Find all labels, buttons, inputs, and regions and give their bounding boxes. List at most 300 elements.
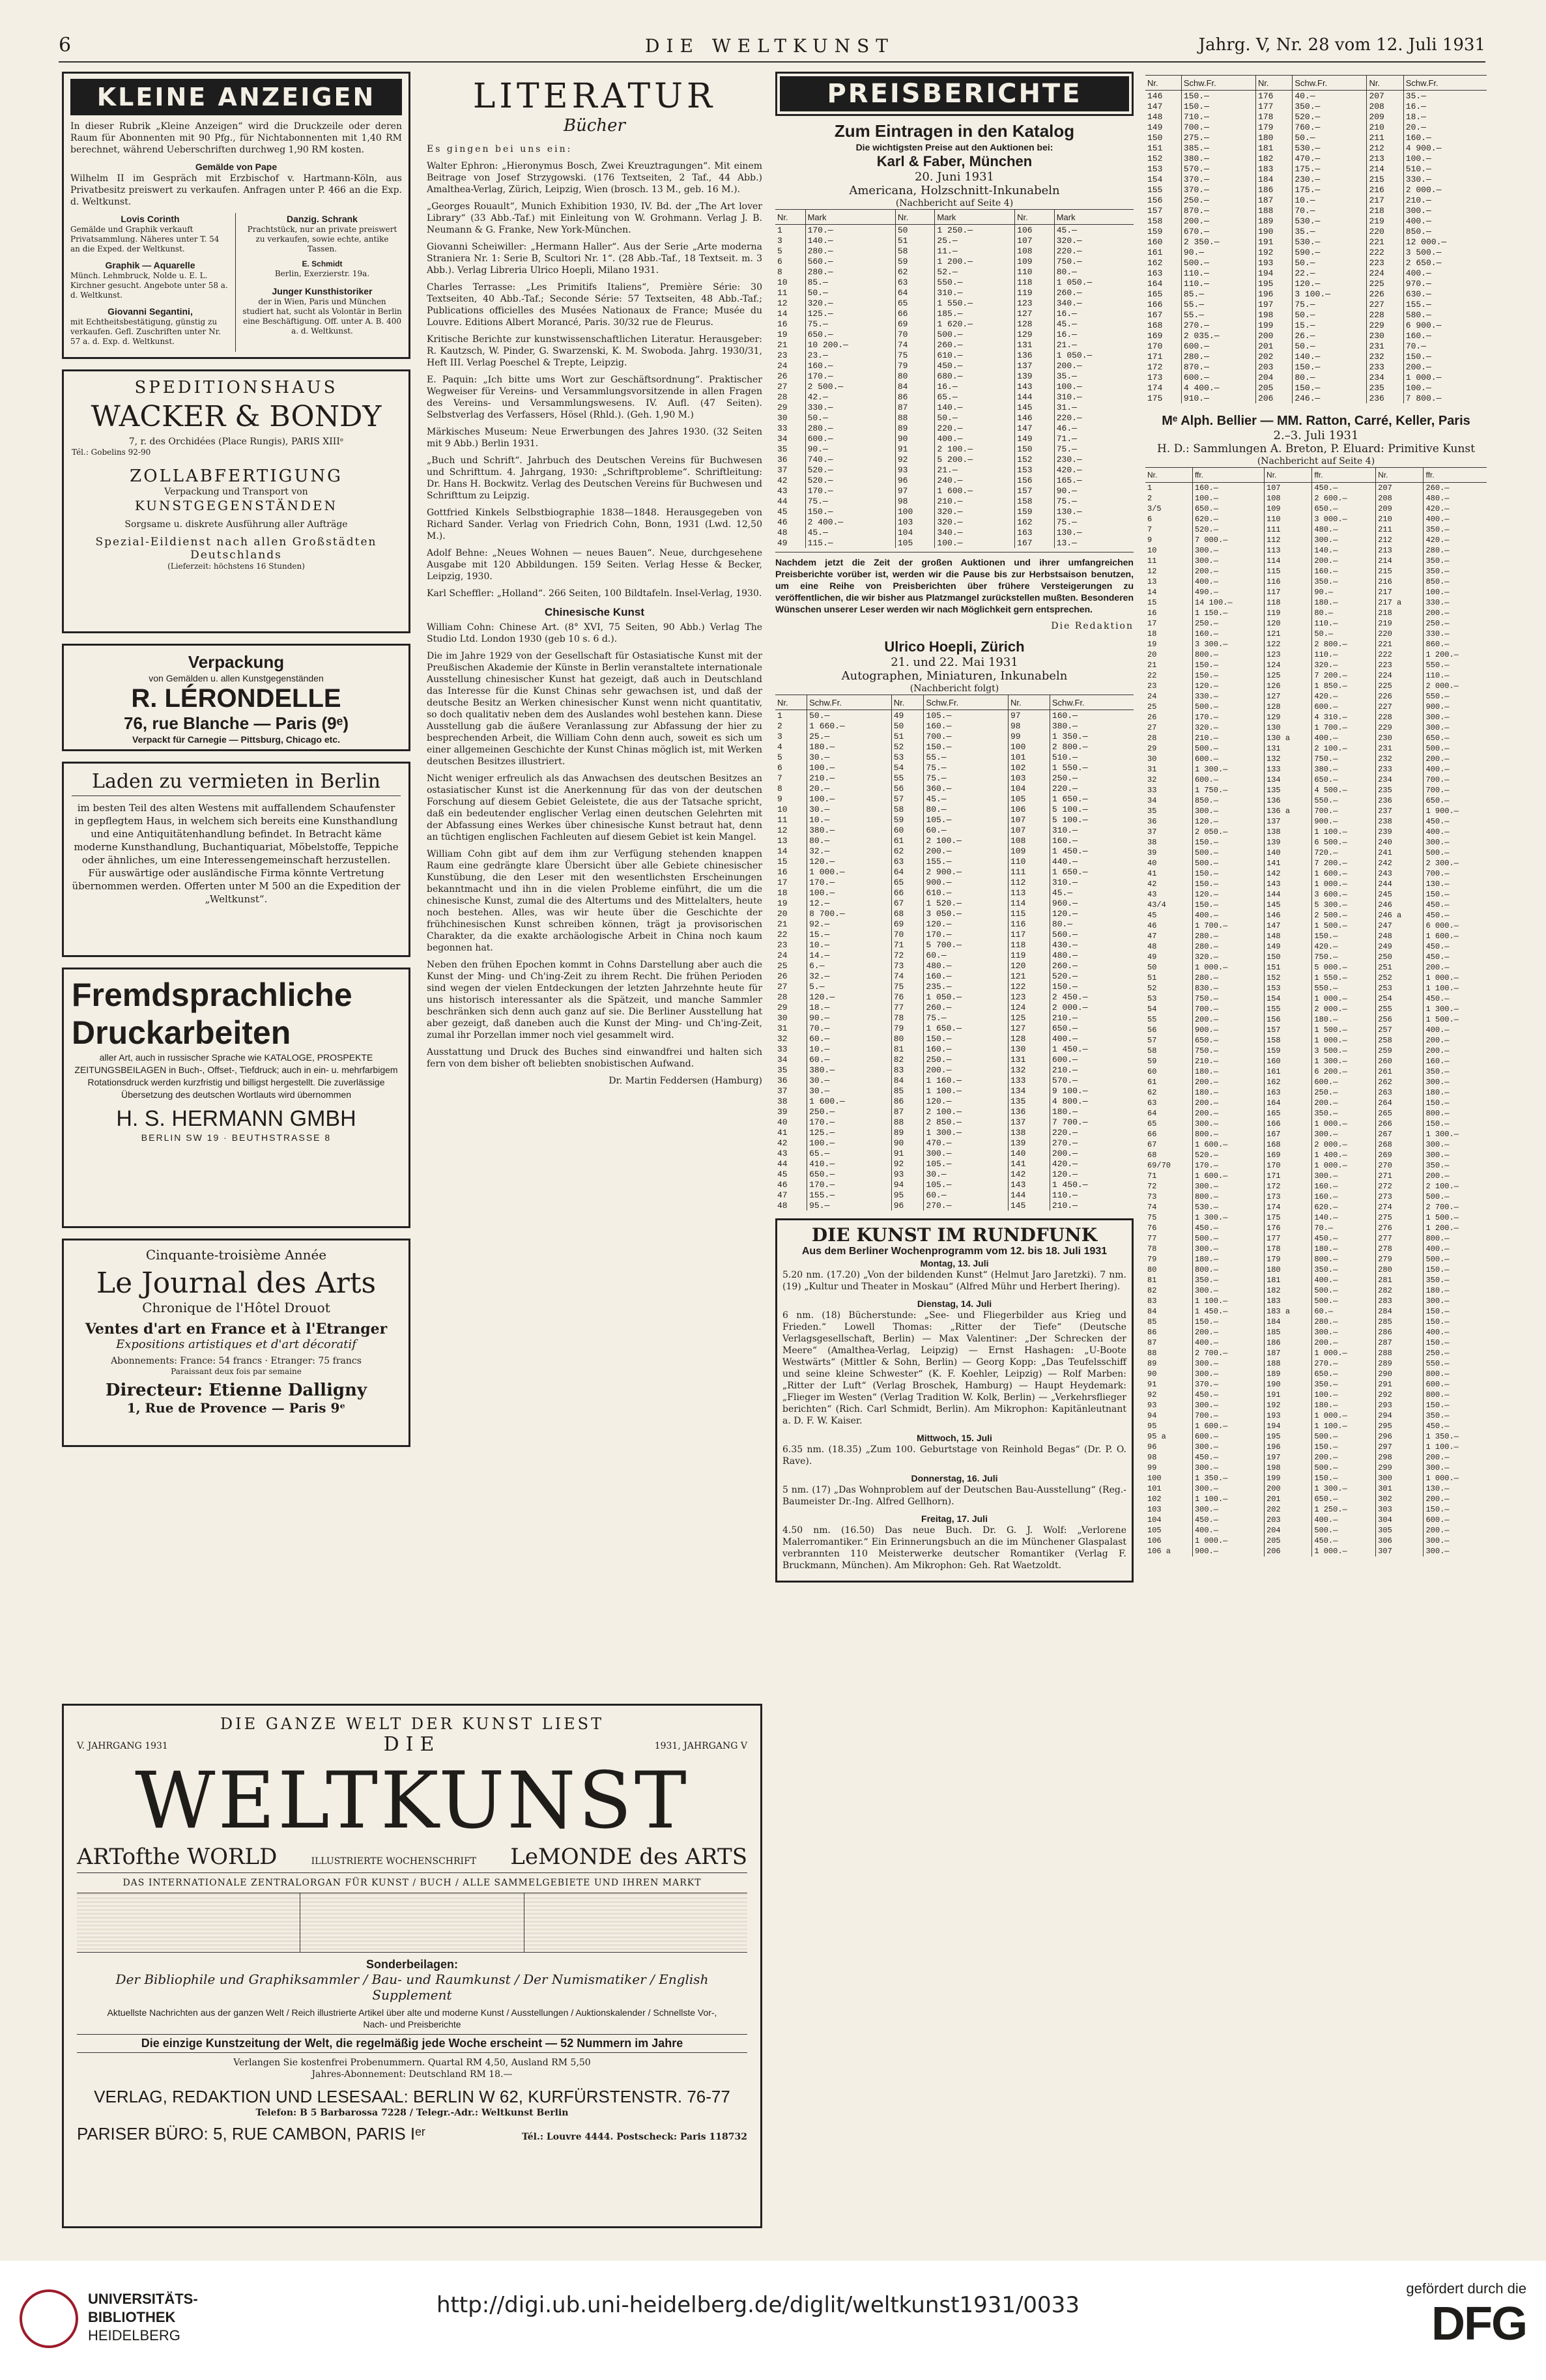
table-cell: 400.— (1192, 577, 1264, 587)
table-cell: 196 (1265, 1442, 1312, 1452)
table-cell: 169 (1265, 1150, 1312, 1160)
table-row (775, 1169, 1134, 1179)
table-cell: 151 (1147, 143, 1163, 153)
journal-line6: Paraissant deux fois par semaine (171, 1367, 302, 1376)
table-cell: 1 000.— (1192, 962, 1264, 973)
column-header: Nr. (1008, 695, 1050, 710)
table-cell: 195 (1256, 278, 1293, 289)
danzig-title: Danzig. Schrank (287, 214, 358, 224)
table-cell: 80.— (924, 804, 1009, 814)
table-cell: 91 (891, 1148, 924, 1158)
table-cell: 129 (1265, 712, 1312, 723)
table-cell: 21 (777, 919, 788, 929)
laden-ad (62, 762, 410, 957)
table-cell: 510.— (1050, 752, 1134, 762)
lerondelle-top: Verpackung (188, 652, 285, 672)
table-cell: 620.— (1312, 1202, 1376, 1212)
table-cell: 650.— (1050, 1023, 1134, 1033)
table-cell: 10 (777, 277, 788, 287)
table-cell: 580.— (1403, 309, 1487, 320)
table-cell: 160.— (924, 721, 1009, 731)
table-row (1145, 1327, 1487, 1338)
table-cell: 420.— (1312, 941, 1376, 952)
table-cell: 153 (1265, 983, 1312, 994)
table-cell: 150.— (1312, 1442, 1376, 1452)
column-header: Nr. (895, 210, 935, 225)
table-cell: 170.— (1192, 712, 1264, 723)
table-cell: 128 (1015, 319, 1055, 329)
table-cell: 152 (1147, 153, 1163, 164)
table-row (1145, 1452, 1487, 1463)
table-cell: 206 (1256, 393, 1293, 403)
literatur-item: Märkisches Museum: Neue Erwerbungen des Jahres 1930. (32 Seiten mit 9 Abb.) Berlin 1931. (427, 427, 762, 449)
table-cell: 158 (1015, 496, 1055, 506)
table-cell: 128 (1008, 1033, 1050, 1044)
table-row (775, 412, 1134, 423)
table-cell: 50.— (1312, 629, 1376, 639)
table-cell: 1 000.— (1192, 1536, 1264, 1546)
weltkunst-ad-wochenschrift: ILLUSTRIERTE WOCHENSCHRIFT (311, 1856, 477, 1867)
table-cell: 80.— (1293, 372, 1367, 382)
table-cell: 16.— (1054, 329, 1134, 339)
table-cell: 154 (1147, 174, 1163, 184)
table-cell: 1 500.— (1424, 1014, 1487, 1025)
weltkunst-ad-verlag: VERLAG, REDAKTION UND LESESAAL: BERLIN W 62, KURFÜRSTENSTR. 76-77 (94, 2087, 730, 2106)
table-cell: 400.— (1192, 910, 1264, 921)
table-cell: 270.— (1050, 1138, 1134, 1148)
table-cell: 65.— (807, 1148, 892, 1158)
table-row (1145, 341, 1487, 351)
table-cell: 35 (777, 1065, 788, 1075)
table-cell: 210.— (1050, 1200, 1134, 1211)
table-cell: 180.— (1192, 1254, 1264, 1265)
weltkunst-ad-top: DIE GANZE WELT DER KUNST LIEST (220, 1715, 605, 1733)
table-cell: 180.— (1312, 1014, 1376, 1025)
table-cell: 300.— (924, 1148, 1009, 1158)
table-row (775, 898, 1134, 908)
table-row (1145, 1285, 1487, 1296)
table-cell: 450.— (1424, 952, 1487, 962)
table-cell: 6 000.— (1424, 921, 1487, 931)
table-cell: 163 (1015, 527, 1055, 538)
table-cell: 2 000.— (1312, 1004, 1376, 1014)
table-cell: 300.— (1192, 1285, 1264, 1296)
table-cell: 158 (1147, 216, 1163, 226)
table-cell: 70.— (1312, 1223, 1376, 1233)
column-header: Mark (805, 210, 895, 225)
table-cell: 320.— (935, 506, 1015, 517)
table-cell: 120 (1008, 960, 1050, 971)
table-cell: 720.— (1312, 848, 1376, 858)
table-cell: 105 (895, 538, 935, 548)
page-url-link[interactable]: http://digi.ub.uni-heidelberg.de/diglit/weltkunst1931/0033 (437, 2292, 1080, 2318)
table-cell: 330.— (1403, 174, 1487, 184)
table-cell: 1 (777, 225, 782, 235)
table-cell: 86 (891, 1096, 924, 1106)
table-cell: 71 (891, 939, 924, 950)
table-cell: 145 (1265, 900, 1312, 910)
table-cell: 310.— (1054, 392, 1134, 402)
table-cell: 7 (777, 773, 782, 783)
graphik-title: Graphik — Aquarelle (105, 260, 195, 270)
table-cell: 670.— (1181, 226, 1255, 237)
auction-date-3: 2.–3. Juli 1931 (1273, 429, 1359, 442)
table-cell: 5 (777, 752, 782, 762)
table-cell: 120.— (807, 992, 892, 1002)
table-row (775, 1117, 1134, 1127)
column-header: Schw.Fr. (1293, 76, 1367, 91)
journal-title: Le Journal des Arts (96, 1267, 377, 1300)
column-header: Schw.Fr. (924, 695, 1009, 710)
table-row (775, 981, 1134, 992)
table-cell: 55 (891, 773, 924, 783)
table-cell: 400.— (1424, 1327, 1487, 1338)
table-cell: 450.— (1192, 1515, 1264, 1525)
table-cell: 104 (895, 527, 935, 538)
table-cell: 310.— (935, 287, 1015, 298)
table-cell: 11.— (935, 246, 1015, 256)
table-cell: 150.— (1192, 837, 1264, 848)
table-cell: 300.— (1424, 837, 1487, 848)
kleine-anzeigen-box (62, 72, 410, 359)
table-cell: 4 (777, 741, 782, 752)
table-cell: 302 (1376, 1494, 1424, 1504)
table-row (775, 1033, 1134, 1044)
table-cell: 110.— (1312, 618, 1376, 629)
literatur-item: Walter Ephron: „Hieronymus Bosch, Zwei Kreuztragungen“. Mit einem Beitrage von Josef Strzygowski. (176 Textseiten, 2 Taf., 44 Abb.) Amalthea-Verlag, Zürich, Leipzig, Wien (brosch. 13 M., geb. 16 M.). (427, 161, 762, 195)
table-cell: 140 (1008, 1148, 1050, 1158)
table-cell: 100 (895, 506, 935, 517)
table-cell: 340.— (935, 527, 1015, 538)
dfg-wordmark: DFG (1431, 2298, 1526, 2350)
table-cell: 48 (1147, 942, 1157, 951)
table-cell: 206 (1265, 1546, 1312, 1556)
table-row (775, 939, 1134, 950)
table-row (1145, 1108, 1487, 1119)
table-cell: 600.— (1050, 1054, 1134, 1065)
table-cell: 1 700.— (1312, 723, 1376, 733)
table-row (1145, 111, 1487, 122)
table-cell: 160.— (924, 1044, 1009, 1054)
table-cell: 85.— (805, 277, 895, 287)
table-cell: 18.— (807, 1002, 892, 1012)
table-cell: 120.— (807, 856, 892, 867)
table-cell: 152 (1015, 454, 1055, 465)
table-cell: 280 (1376, 1265, 1424, 1275)
table-cell: 204 (1256, 372, 1293, 382)
table-cell: 350.— (1424, 566, 1487, 577)
table-cell: 1 300.— (1312, 1484, 1376, 1494)
table-cell: 205 (1265, 1536, 1312, 1546)
table-row (775, 1158, 1134, 1169)
table-cell: 280.— (805, 246, 895, 256)
table-cell: 500.— (1192, 858, 1264, 868)
table-cell: 150.— (1424, 1400, 1487, 1411)
table-cell: 26 (777, 971, 788, 981)
table-cell: 96 (1147, 1442, 1157, 1452)
table-row (1145, 257, 1487, 268)
table-cell: 1 660.— (807, 721, 892, 731)
table-cell: 239 (1376, 827, 1424, 837)
table-cell: 30 (777, 1012, 788, 1023)
table-row (775, 454, 1134, 465)
table-cell: 170.— (924, 929, 1009, 939)
table-cell: 400.— (1424, 1244, 1487, 1254)
table-cell: 1 600.— (807, 1096, 892, 1106)
table-row (1145, 712, 1487, 723)
table-cell: 167 (1265, 1129, 1312, 1140)
table-cell: 160.— (1192, 629, 1264, 639)
wacker-line1: ZOLLABFERTIGUNG (130, 466, 343, 486)
table-cell: 530.— (1293, 237, 1367, 247)
column-header: Mark (935, 210, 1015, 225)
table-row (1145, 1275, 1487, 1285)
table-cell: 170.— (807, 1179, 892, 1190)
table-cell: 1 600.— (1312, 868, 1376, 879)
table-cell: 300.— (1403, 205, 1487, 216)
table-cell: 203 (1265, 1515, 1312, 1525)
table-cell: 620.— (1192, 514, 1264, 524)
table-cell: 172 (1147, 362, 1163, 372)
table-cell: 84 (891, 1075, 924, 1085)
table-cell: 160.— (924, 971, 1009, 981)
table-cell: 180 (1256, 132, 1293, 143)
table-cell: 480.— (1050, 950, 1134, 960)
table-cell: 500.— (1312, 1525, 1376, 1536)
table-cell: 182 (1265, 1285, 1312, 1296)
table-cell: 150.— (1192, 660, 1264, 670)
table-cell: 7 700.— (1050, 1117, 1134, 1127)
table-cell: 210.— (1192, 1056, 1264, 1067)
table-cell: 10 200.— (805, 339, 895, 350)
table-cell: 180.— (1312, 597, 1376, 608)
table-cell: 50 (891, 721, 924, 731)
table-cell: 150.— (1192, 900, 1264, 910)
fremd-title1: Fremdsprachliche (72, 977, 352, 1013)
table-cell: 286 (1376, 1327, 1424, 1338)
column-header: Nr. (891, 695, 924, 710)
table-cell: 16 (777, 319, 788, 329)
rundfunk-title: DIE KUNST IM RUNDFUNK (811, 1224, 1098, 1246)
table-cell: 177 (1256, 101, 1293, 111)
table-cell: 1 000.— (1312, 1546, 1376, 1556)
table-cell: 76 (1147, 1224, 1157, 1233)
table-cell: 256 (1376, 1014, 1424, 1025)
table-row (1145, 785, 1487, 796)
table-row (775, 392, 1134, 402)
table-row (775, 329, 1134, 339)
table-cell: 159 (1265, 1046, 1312, 1056)
table-cell: 275.— (1181, 132, 1255, 143)
laden-title: Laden zu vermieten in Berlin (72, 770, 401, 796)
table-cell: 153 (1015, 465, 1055, 475)
table-cell: 570.— (1181, 164, 1255, 174)
table-cell: 280.— (1312, 1317, 1376, 1327)
table-cell: 7 800.— (1403, 393, 1487, 403)
table-cell: 160.— (805, 360, 895, 371)
table-cell: 1 750.— (1192, 785, 1264, 796)
table-cell: 170.— (805, 485, 895, 496)
table-cell: 30.— (807, 804, 892, 814)
table-cell: 1 (777, 710, 782, 721)
table-cell: 320.— (1054, 235, 1134, 246)
table-cell: 2 800.— (1050, 741, 1134, 752)
table-row (1145, 973, 1487, 983)
table-cell: 97 (895, 485, 935, 496)
table-cell: 125 (1265, 670, 1312, 681)
table-cell: 380.— (807, 825, 892, 835)
table-cell: 178 (1256, 111, 1293, 122)
table-cell: 167 (1147, 309, 1163, 320)
literatur-item: Giovanni Scheiwiller: „Hermann Haller“. Aus der Serie „Arte moderna Straniera Nr. 1: Serie B, Scultori Nr. 1“. (28 Abb.-Taf., 18 Textseit. m. 3 Abb.). Verlag Libreria Ulrico Hoepli, Milano 1931. (427, 242, 762, 276)
table-cell: 171 (1265, 1171, 1312, 1181)
table-cell: 2 050.— (1192, 827, 1264, 837)
table-cell: 56 (891, 783, 924, 794)
table-cell: 200.— (1054, 360, 1134, 371)
table-row (1145, 1431, 1487, 1442)
table-cell: 135 (1008, 1096, 1050, 1106)
table-cell: 141 (1265, 858, 1312, 868)
table-cell: 600.— (1192, 754, 1264, 764)
table-cell: 170 (1265, 1160, 1312, 1171)
table-cell: 180.— (1192, 1087, 1264, 1098)
table-row (775, 856, 1134, 867)
table-row (1145, 514, 1487, 524)
table-cell: 70.— (1293, 205, 1367, 216)
table-cell: 221 (1376, 639, 1424, 650)
table-row (1145, 493, 1487, 504)
table-cell: 550.— (1424, 691, 1487, 702)
literatur-item: „Buch und Schrift“. Jahrbuch des Deutschen Vereins für Buchwesen und Schrifttum. 4. Jahrgang, 1930: „Schriftprobleme“. Schriftleitung: Dr. Hans H. Bockwitz. Verlag des Deutschen Vereins für Buchwesen und Schrifttum zu Leipzig. (427, 455, 762, 501)
table-cell: 6 (777, 256, 782, 266)
table-cell: 170 (1147, 341, 1163, 351)
table-cell: 1 200.— (1424, 1223, 1487, 1233)
table-cell: 112 (1008, 877, 1050, 887)
table-row (1145, 848, 1487, 858)
rundfunk-day-text: 5 nm. (17) „Das Wohnproblem auf der Deutschen Bau-Ausstellung“ (Reg.-Baumeister Dr.-Ing. Alfred Gellhorn). (782, 1485, 1126, 1507)
table-cell: 180.— (1312, 1244, 1376, 1254)
table-cell: 105.— (924, 814, 1009, 825)
table-cell: 300.— (1192, 1244, 1264, 1254)
weltkunst-ad-monde: LeMONDE des ARTS (510, 1844, 747, 1870)
table-cell: 200.— (1192, 566, 1264, 577)
table-cell: 304 (1376, 1515, 1424, 1525)
table-cell: 100.— (1424, 587, 1487, 597)
table-row (775, 950, 1134, 960)
table-cell: 63 (891, 856, 924, 867)
table-cell: 92 (895, 454, 935, 465)
table-cell: 167 (1015, 538, 1055, 548)
rundfunk-program (782, 1257, 1126, 1571)
table-cell: 450.— (1312, 1233, 1376, 1244)
table-row (775, 794, 1134, 804)
table-row (1145, 351, 1487, 362)
table-cell: 234 (1376, 775, 1424, 785)
auction-note-1: (Nachbericht auf Seite 4) (895, 198, 1014, 208)
weltkunst-ad-art-of-world: ARTofthe WORLD (77, 1844, 278, 1870)
table-row (1145, 629, 1487, 639)
table-row (1145, 994, 1487, 1004)
table-row (1145, 1244, 1487, 1254)
table-cell: 292 (1376, 1390, 1424, 1400)
table-cell: 900.— (1192, 1025, 1264, 1035)
table-cell: 30 (1147, 754, 1157, 764)
table-cell: 300.— (1424, 723, 1487, 733)
table-cell: 420.— (1424, 535, 1487, 545)
table-cell: 208 (1376, 493, 1424, 504)
table-cell: 3 300.— (1192, 639, 1264, 650)
table-cell: 108 (1008, 835, 1050, 846)
table-cell: 26 (777, 371, 788, 381)
column-header: Nr. (775, 695, 807, 710)
table-cell: 95.— (807, 1200, 892, 1211)
table-cell: 160.— (1424, 1056, 1487, 1067)
table-row (1145, 1129, 1487, 1140)
table-cell: 146 (1015, 412, 1055, 423)
table-row (1145, 1035, 1487, 1046)
table-cell: 174 (1265, 1202, 1312, 1212)
table-cell: 36 (1147, 817, 1157, 826)
table-cell: 77 (1147, 1234, 1157, 1243)
column-header: Nr. (1145, 76, 1181, 91)
table-cell: 155 (1265, 1004, 1312, 1014)
column-header: Nr. (1376, 468, 1424, 483)
weltkunst-ad-name: WELTKUNST (135, 1756, 689, 1846)
table-cell: 400.— (1312, 1515, 1376, 1525)
table-cell: 171 (1147, 351, 1163, 362)
table-cell: 150.— (1312, 931, 1376, 941)
table-cell: 1 000.— (1424, 1473, 1487, 1484)
table-cell: 264 (1376, 1098, 1424, 1108)
hermann-address: BERLIN SW 19 · BEUTHSTRASSE 8 (141, 1132, 332, 1143)
table-cell: 350.— (1312, 1108, 1376, 1119)
table-cell: 138 (1008, 1127, 1050, 1138)
table-cell: 200.— (1192, 1108, 1264, 1119)
table-cell: 123 (1008, 992, 1050, 1002)
table-cell: 350.— (1293, 101, 1367, 111)
table-cell: 47 (777, 1190, 788, 1200)
table-cell: 280.— (1181, 351, 1255, 362)
wacker-line3: KUNSTGEGENSTÄNDEN (134, 498, 338, 513)
table-cell: 55.— (1181, 299, 1255, 309)
table-cell: 150.— (1424, 1317, 1487, 1327)
table-cell: 13.— (1054, 538, 1134, 548)
table-row (1145, 921, 1487, 931)
table-cell: 90 (891, 1138, 924, 1148)
table-row (775, 1023, 1134, 1033)
table-cell: 1 500.— (1312, 1025, 1376, 1035)
small-ads-right (242, 213, 402, 352)
table-cell: 64 (895, 287, 935, 298)
table-row (775, 887, 1134, 898)
table-cell: 92.— (807, 919, 892, 929)
table-cell: 139 (1265, 837, 1312, 848)
table-cell: 196 (1256, 289, 1293, 299)
table-cell: 59 (895, 256, 935, 266)
table-cell: 200.— (1424, 1452, 1487, 1463)
table-cell: 170.— (1192, 1160, 1264, 1171)
table-cell: 18 (777, 887, 788, 898)
table-cell: 800.— (1424, 1108, 1487, 1119)
table-cell: 220.— (1050, 1127, 1134, 1138)
table-cell: 11 (777, 287, 788, 298)
table-cell: 800.— (1424, 1369, 1487, 1379)
table-cell: 62 (891, 846, 924, 856)
table-cell: 100.— (807, 1138, 892, 1148)
table-cell: 108 (1015, 246, 1055, 256)
table-cell: 500.— (1424, 743, 1487, 754)
table-cell: 100.— (1403, 153, 1487, 164)
